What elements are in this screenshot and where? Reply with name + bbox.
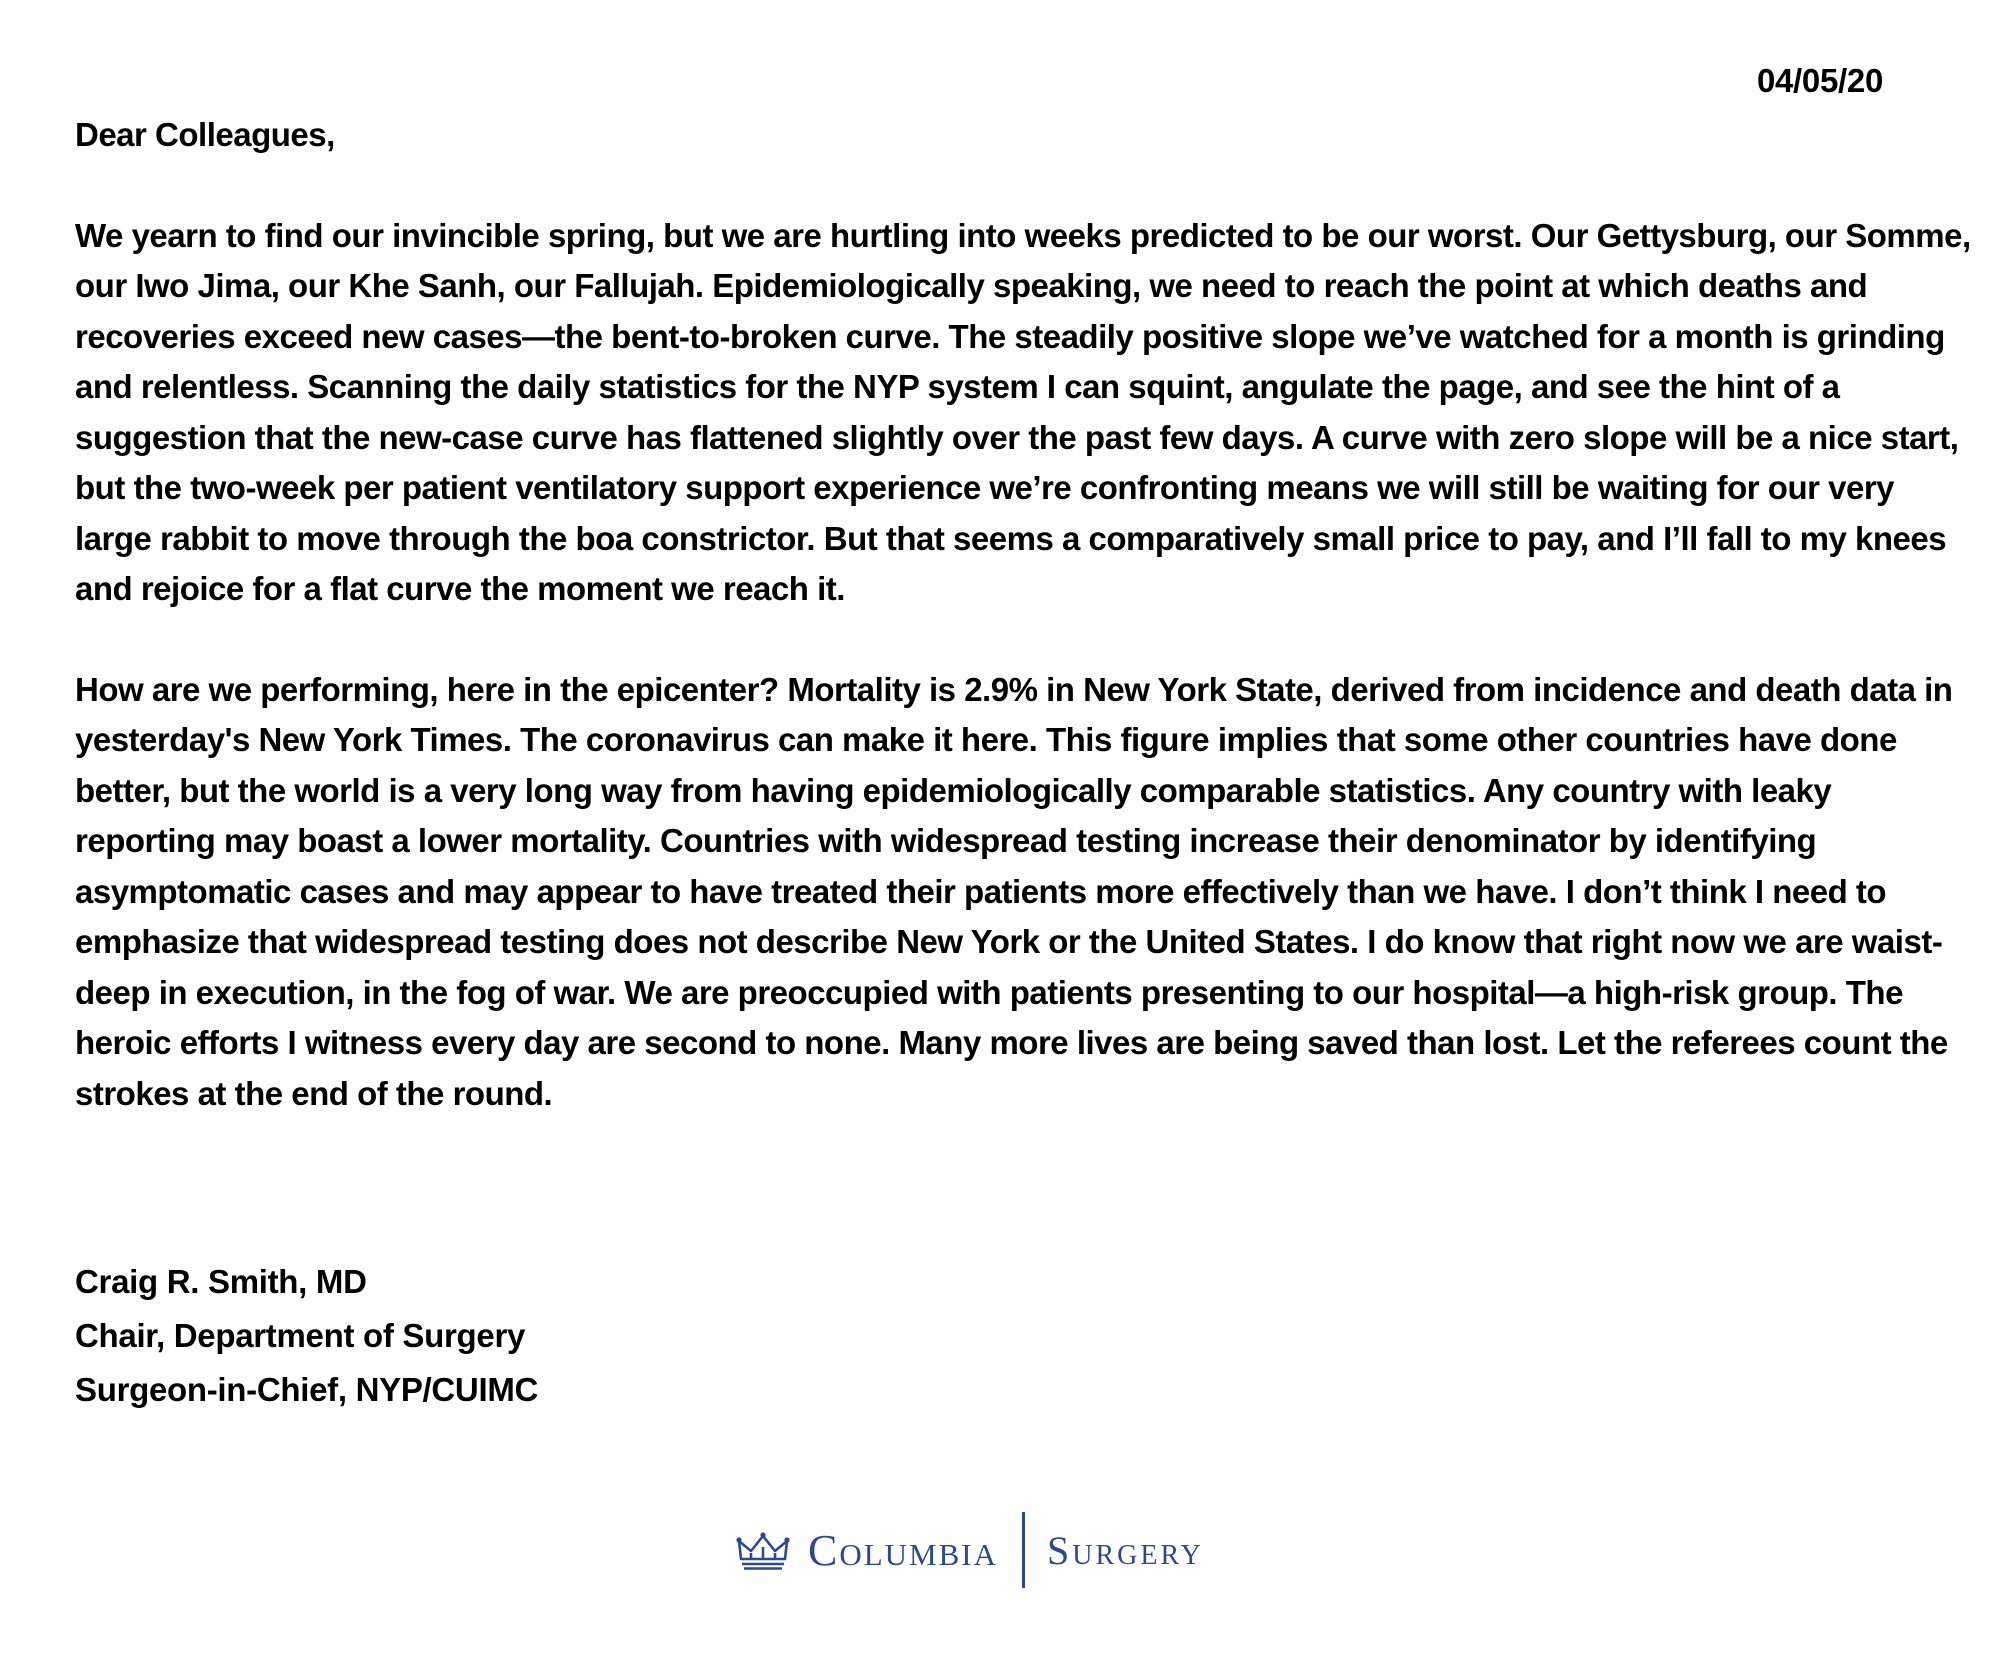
signature-block [75,1255,538,1417]
letter-body [75,110,1975,1169]
logo-primary-text: Columbia [808,1525,999,1575]
letter-date: 04/05/20 [1756,62,1883,99]
columbia-surgery-logo [736,1510,1204,1590]
signature-name: Craig R. Smith, MD [75,1263,367,1300]
logo-secondary-text: Surgery [1047,1527,1204,1573]
salutation: Dear Colleagues, [75,116,335,153]
paragraph-2: How are we performing, here in the epicenter? Mortality is 2.9% in New York State, derived from incidence and death data in yesterday's New York Times. The coronavirus can make it here. This figure implies that some other countries have done better, but the world is a very long way from having epidemiologically comparable statistics. Any country with leaky reporting may boast a lower mortality. Countries with widespread testing increase their denominator by identifying asymptomatic cases and may appear to have treated their patients more effectively than we have. I don’t think I need to emphasize that widespread testing does not describe New York or the United States. I do know that right now we are waist-deep in execution, in the fog of war. We are preoccupied with patients presenting to our hospital—a high-risk group. The heroic efforts I witness every day are second to none. Many more lives are being saved than lost. Let the referees count the strokes at the end of the round. [75,670,1953,1112]
signature-title-chair: Chair, Department of Surgery [75,1317,526,1354]
logo-divider [1022,1512,1025,1588]
paragraph-1: We yearn to find our invincible spring, but we are hurtling into weeks predicted to be our worst. Our Gettysburg, our Somme, our Iwo Jima, our Khe Sanh, our Fallujah. Epidemiologically speaking, we need to reach the point at which deaths and recoveries exceed new cases—the bent-to-broken curve. The steadily positive slope we’ve watched for a month is grinding and relentless. Scanning the daily statistics for the NYP system I can squint, angulate the page, and see the hint of a suggestion that the new-case curve has flattened slightly over the past few days. A curve with zero slope will be a nice start, but the two-week per patient ventilatory support experience we’re confronting means we will still be waiting for our very large rabbit to move through the boa constrictor. But that seems a comparatively small price to pay, and I’ll fall to my knees and rejoice for a flat curve the moment we reach it. [75,216,1971,607]
crown-icon [736,1531,790,1571]
signature-title-surgeon: Surgeon-in-Chief, NYP/CUIMC [75,1371,539,1408]
